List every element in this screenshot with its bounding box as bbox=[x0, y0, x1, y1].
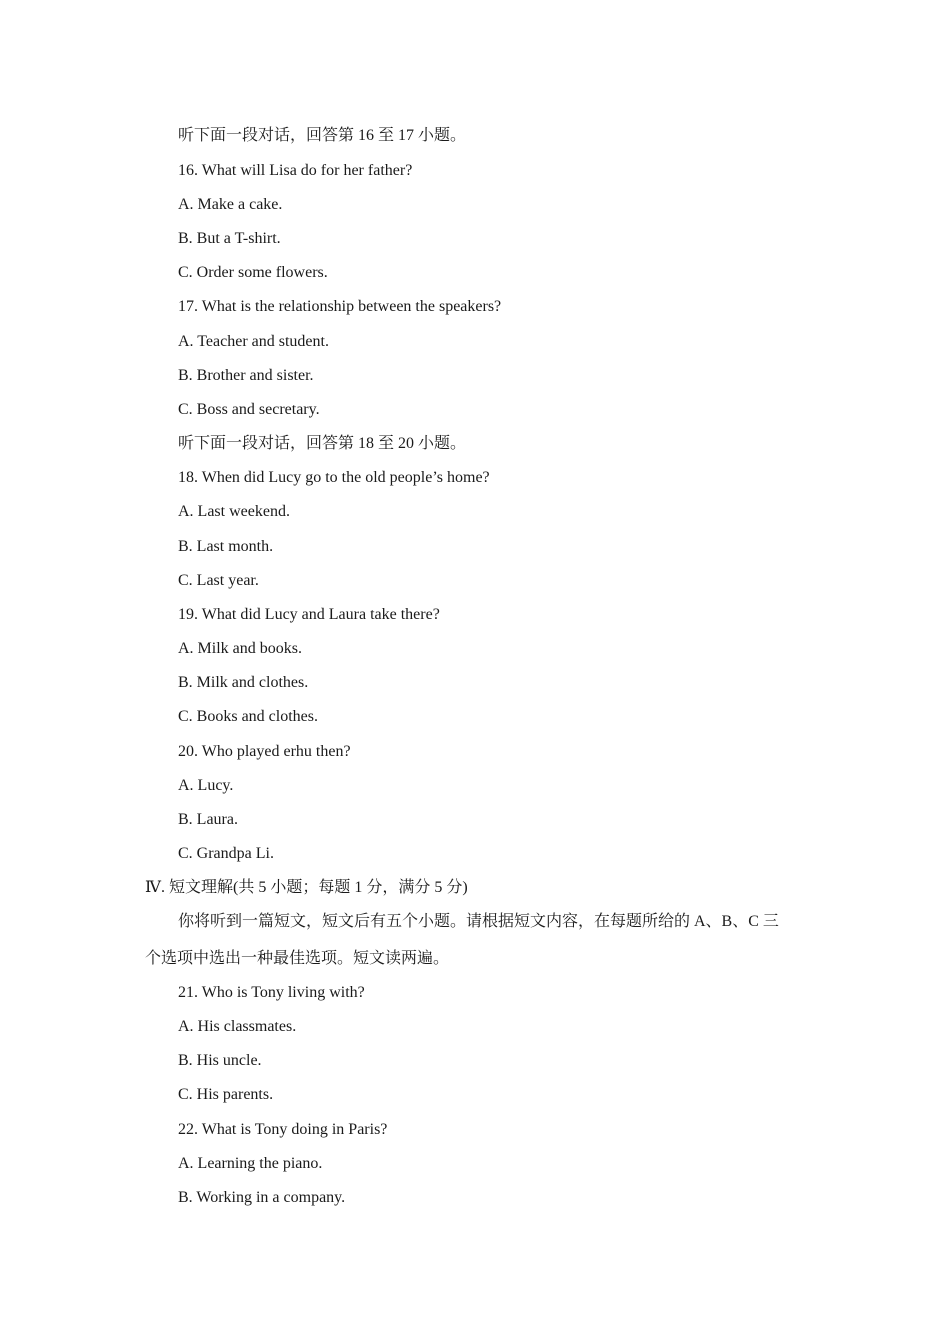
answer-option: A. Teacher and student. bbox=[178, 333, 329, 350]
question-stem: 18. When did Lucy go to the old people’s home? bbox=[178, 469, 490, 486]
answer-option: B. Milk and clothes. bbox=[178, 674, 309, 691]
question-stem: 19. What did Lucy and Laura take there? bbox=[178, 606, 440, 623]
answer-option: B. Last month. bbox=[178, 538, 274, 555]
section-intro: 听下面一段对话，回答第 18 至 20 小题。 bbox=[178, 435, 467, 452]
answer-option: A. Learning the piano. bbox=[178, 1155, 323, 1172]
answer-option: B. Laura. bbox=[178, 811, 238, 828]
question-stem: 22. What is Tony doing in Paris? bbox=[178, 1121, 388, 1138]
section-heading: Ⅳ. 短文理解(共 5 小题；每题 1 分，满分 5 分) bbox=[145, 879, 468, 896]
section-instructions-continued: 个选项中选出一种最佳选项。短文读两遍。 bbox=[145, 950, 450, 967]
answer-option: A. Lucy. bbox=[178, 777, 234, 794]
answer-option: C. Boss and secretary. bbox=[178, 401, 320, 418]
question-stem: 16. What will Lisa do for her father? bbox=[178, 162, 413, 179]
answer-option: A. Milk and books. bbox=[178, 640, 302, 657]
answer-option: C. Last year. bbox=[178, 572, 259, 589]
answer-option: B. Working in a company. bbox=[178, 1189, 346, 1206]
section-intro: 听下面一段对话，回答第 16 至 17 小题。 bbox=[178, 127, 467, 144]
answer-option: B. His uncle. bbox=[178, 1052, 262, 1069]
answer-option: A. His classmates. bbox=[178, 1018, 297, 1035]
answer-option: B. Brother and sister. bbox=[178, 367, 314, 384]
question-stem: 20. Who played erhu then? bbox=[178, 743, 351, 760]
answer-option: C. Order some flowers. bbox=[178, 264, 328, 281]
answer-option: A. Make a cake. bbox=[178, 196, 283, 213]
answer-option: C. Books and clothes. bbox=[178, 708, 318, 725]
answer-option: A. Last weekend. bbox=[178, 503, 290, 520]
answer-option: C. His parents. bbox=[178, 1086, 274, 1103]
answer-option: C. Grandpa Li. bbox=[178, 845, 274, 862]
section-instructions: 你将听到一篇短文，短文后有五个小题。请根据短文内容，在每题所给的 A、B、C 三 bbox=[178, 913, 779, 930]
question-stem: 17. What is the relationship between the speakers? bbox=[178, 298, 502, 315]
question-stem: 21. Who is Tony living with? bbox=[178, 984, 365, 1001]
answer-option: B. But a T-shirt. bbox=[178, 230, 281, 247]
